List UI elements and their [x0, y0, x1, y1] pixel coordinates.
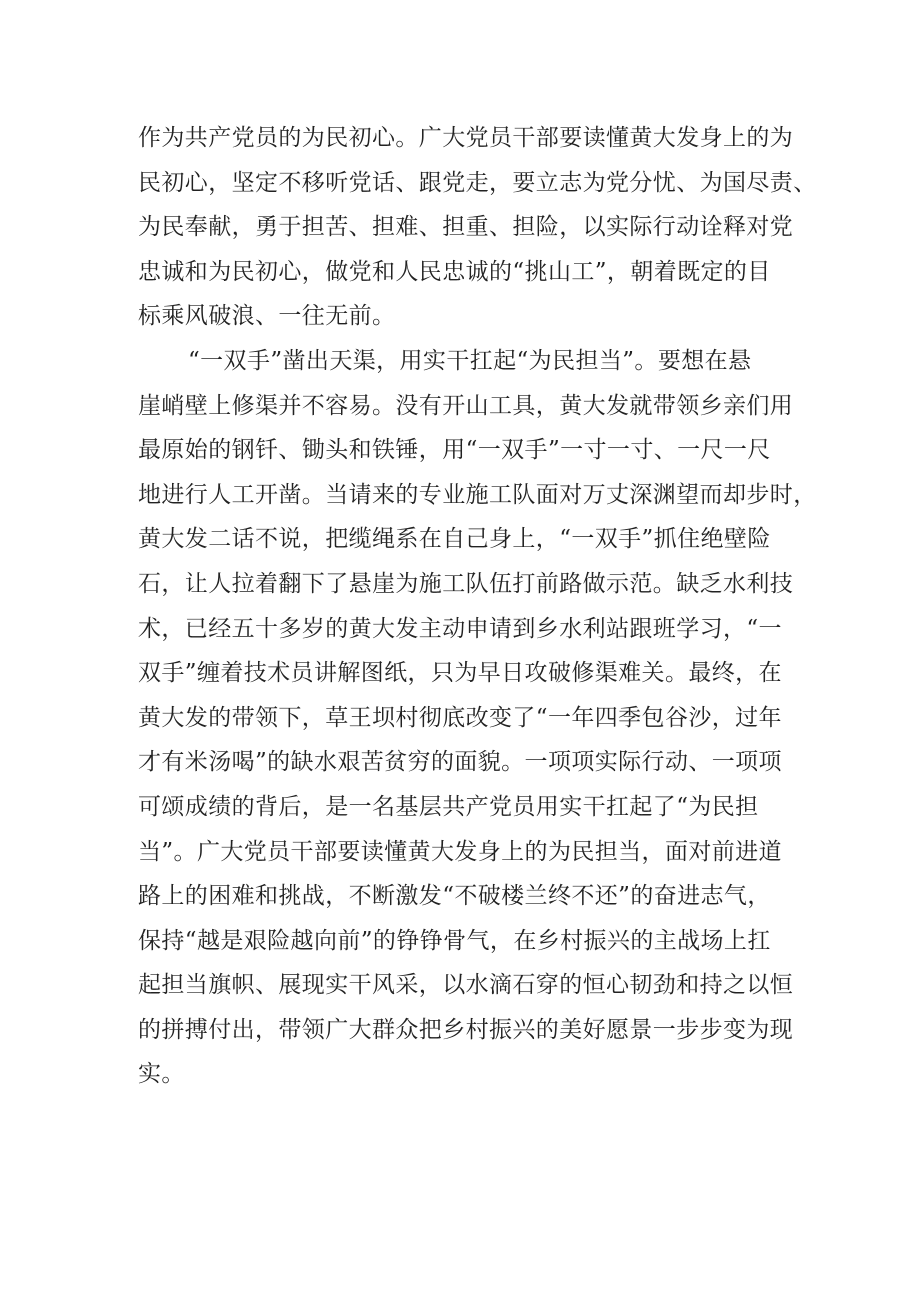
paragraph-2-line-5: 黄大发二话不说，把缆绳系在自己身上，“一双手”抓住绝壁险: [138, 526, 771, 553]
paragraph-1-line-1: 作为共产党员的为民初心。广大党员干部要读懂黄大发身上的为: [138, 125, 794, 151]
paragraph-1-line-2: 民初心，坚定不移听党话、跟党走，要立志为党分忧、为国尽责、: [138, 169, 817, 196]
paragraph-2-line-4: 地进行人工开凿。当请来的专业施工队面对万丈深渊望而却步时，: [138, 481, 817, 508]
paragraph-2-line-11: 可颂成绩的背后，是一名基层共产党员用实干扛起了“为民担: [138, 793, 759, 820]
paragraph-2-line-6: 石，让人拉着翻下了悬崖为施工队伍打前路做示范。缺乏水利技: [138, 570, 794, 597]
paragraph-1-line-3: 为民奉献，勇于担苦、担难、担重、担险，以实际行动诠释对党: [138, 214, 794, 241]
paragraph-2-line-17: 实。: [138, 1061, 185, 1088]
paragraph-2-line-12: 当”。广大党员干部要读懂黄大发身上的为民担当，面对前进道: [138, 838, 782, 865]
paragraph-2-line-14: 保持“越是艰险越向前”的铮铮骨气，在乡村振兴的主战场上扛: [138, 927, 771, 954]
paragraph-1-line-5: 标乘风破浪、一往无前。: [138, 303, 396, 330]
paragraph-2-line-3: 最原始的钢钎、锄头和铁锤，用“一双手”一寸一寸、一尺一尺: [138, 437, 771, 464]
paragraph-2-line-9: 黄大发的带领下，草王坝村彻底改变了“一年四季包谷沙，过年: [138, 704, 782, 731]
paragraph-2-line-10: 才有米汤喝”的缺水艰苦贫穷的面貌。一项项实际行动、一项项: [138, 749, 782, 776]
paragraph-2-line-7: 术，已经五十多岁的黄大发主动申请到乡水利站跟班学习，“一: [138, 615, 782, 642]
paragraph-2-line-15: 起担当旗帜、展现实干风采，以水滴石穿的恒心韧劲和持之以恒: [138, 972, 794, 999]
paragraph-1-line-4: 忠诚和为民初心，做党和人民忠诚的“挑山工”，朝着既定的目: [138, 258, 771, 285]
paragraph-2-line-13: 路上的困难和挑战，不断激发“不破楼兰终不还”的奋进志气，: [138, 883, 771, 910]
paragraph-2-line-2: 崖峭壁上修渠并不容易。没有开山工具，黄大发就带领乡亲们用: [138, 392, 794, 419]
paragraph-2-line-16: 的拼搏付出，带领广大群众把乡村振兴的美好愿景一步步变为现: [138, 1016, 794, 1043]
paragraph-2-line-8: 双手”缠着技术员讲解图纸，只为早日攻破修渠难关。最终，在: [138, 660, 782, 687]
document-body: [138, 116, 817, 1097]
paragraph-2-line-1: “一双手”凿出天渠，用实干扛起“为民担当”。要想在悬: [188, 347, 752, 374]
